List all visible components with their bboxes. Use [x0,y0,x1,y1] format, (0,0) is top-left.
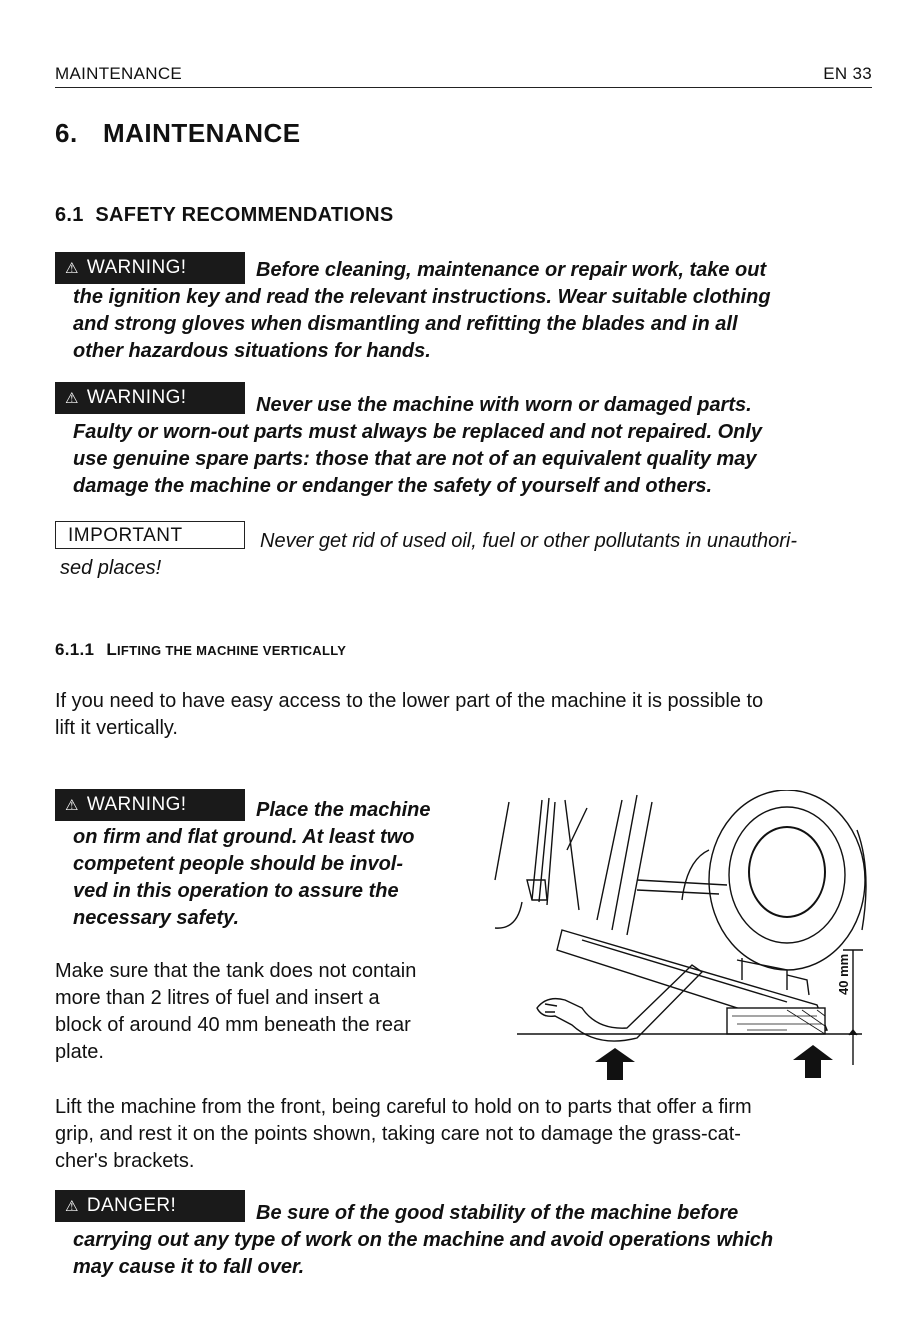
lifted-mower-illustration [487,790,877,1080]
warning-badge-label: WARNING! [86,794,187,815]
warning-text-block [55,392,885,500]
warning-text-block [55,797,475,932]
lift-point-arrow-icon [793,1045,833,1078]
warning-text-line: other hazardous situations for hands. [73,340,431,362]
paragraph-line: Lift the machine from the front, being careful to hold on to parts that offer a firm [55,1096,752,1118]
danger-text-block [55,1200,885,1281]
subsection-number: 6.1.1 [55,640,95,659]
danger-text-line: carrying out any type of work on the machine and avoid operations which [73,1229,774,1251]
warning-triangle-icon: ⚠ [65,390,79,407]
lift-point-arrow-icon [595,1048,635,1080]
danger-text-line: may cause it to fall over. [73,1256,305,1278]
subsection-title-text: IFTING THE MACHINE VERTICALLY [117,643,347,658]
section-number: 6.1 [55,204,84,226]
section-title-text: SAFETY RECOMMENDATIONS [95,204,394,226]
warning-triangle-icon: ⚠ [65,797,79,814]
warning-badge-label: WARNING! [86,257,187,278]
warning-badge-label: WARNING! [86,387,187,408]
body-outline [495,802,509,880]
intro-paragraph [55,688,885,742]
important-text-line: sed places! [60,557,162,579]
warning-triangle-icon: ⚠ [65,260,79,277]
chapter-title-text: MAINTENANCE [103,118,301,148]
important-badge: IMPORTANT [55,521,245,549]
chapter-number: 6. [55,118,78,148]
paragraph-line: Make sure that the tank does not contain [55,960,417,982]
warning-text-line: competent people should be invol- [73,853,404,875]
warning-text-line: use genuine spare parts: those that are not of an equivalent quality may [73,448,757,470]
front-hook [537,965,702,1041]
warning-text-line: Place the machine [256,799,431,821]
paragraph-line: If you need to have easy access to the lower part of the machine it is possible to [55,690,764,712]
warning-text-line: ved in this operation to assure the [73,880,399,902]
dimension-label: 40 mm [836,953,851,995]
subsection-title-initial: L [106,640,117,659]
warning-text-line: damage the machine or endanger the safety of yourself and others. [73,475,713,497]
subsection-title [55,640,346,660]
page-number: EN 33 [823,64,872,83]
danger-badge-label: DANGER! [86,1195,177,1216]
warning-text-line: Faulty or worn-out parts must always be replaced and not repaired. Only [73,421,763,443]
paragraph-line: block of around 40 mm beneath the rear [55,1014,411,1036]
warning-text-line: Before cleaning, maintenance or repair work, take out [256,259,767,281]
warning-text-line: the ignition key and read the relevant instructions. Wear suitable clothing [73,286,771,308]
warning-text-line: Never use the machine with worn or damaged parts. [256,394,752,416]
warning-triangle-icon: ⚠ [65,1198,79,1215]
warning-text-block [55,257,885,365]
important-text-line: Never get rid of used oil, fuel or other pollutants in unauthori- [260,530,797,552]
wheel-hub [749,827,825,917]
paragraph-line: grip, and rest it on the points shown, taking care not to damage the grass-cat- [55,1123,741,1145]
important-text-block [55,528,885,582]
paragraph-line: cher's brackets. [55,1150,195,1172]
section-title [55,204,394,227]
running-header-section: MAINTENANCE [55,64,183,83]
warning-text-line: necessary safety. [73,907,240,929]
warning-text-line: and strong gloves when dismantling and refitting the blades and in all [73,313,738,335]
header-rule [55,87,872,88]
warning-text-line: on firm and flat ground. At least two [73,826,415,848]
paragraph-line: plate. [55,1041,104,1063]
danger-text-line: Be sure of the good stability of the machine before [256,1202,739,1224]
tank-paragraph [55,958,475,1066]
chapter-title [55,118,301,149]
paragraph-line: lift it vertically. [55,717,178,739]
lift-paragraph [55,1094,885,1175]
paragraph-line: more than 2 litres of fuel and insert a [55,987,380,1009]
